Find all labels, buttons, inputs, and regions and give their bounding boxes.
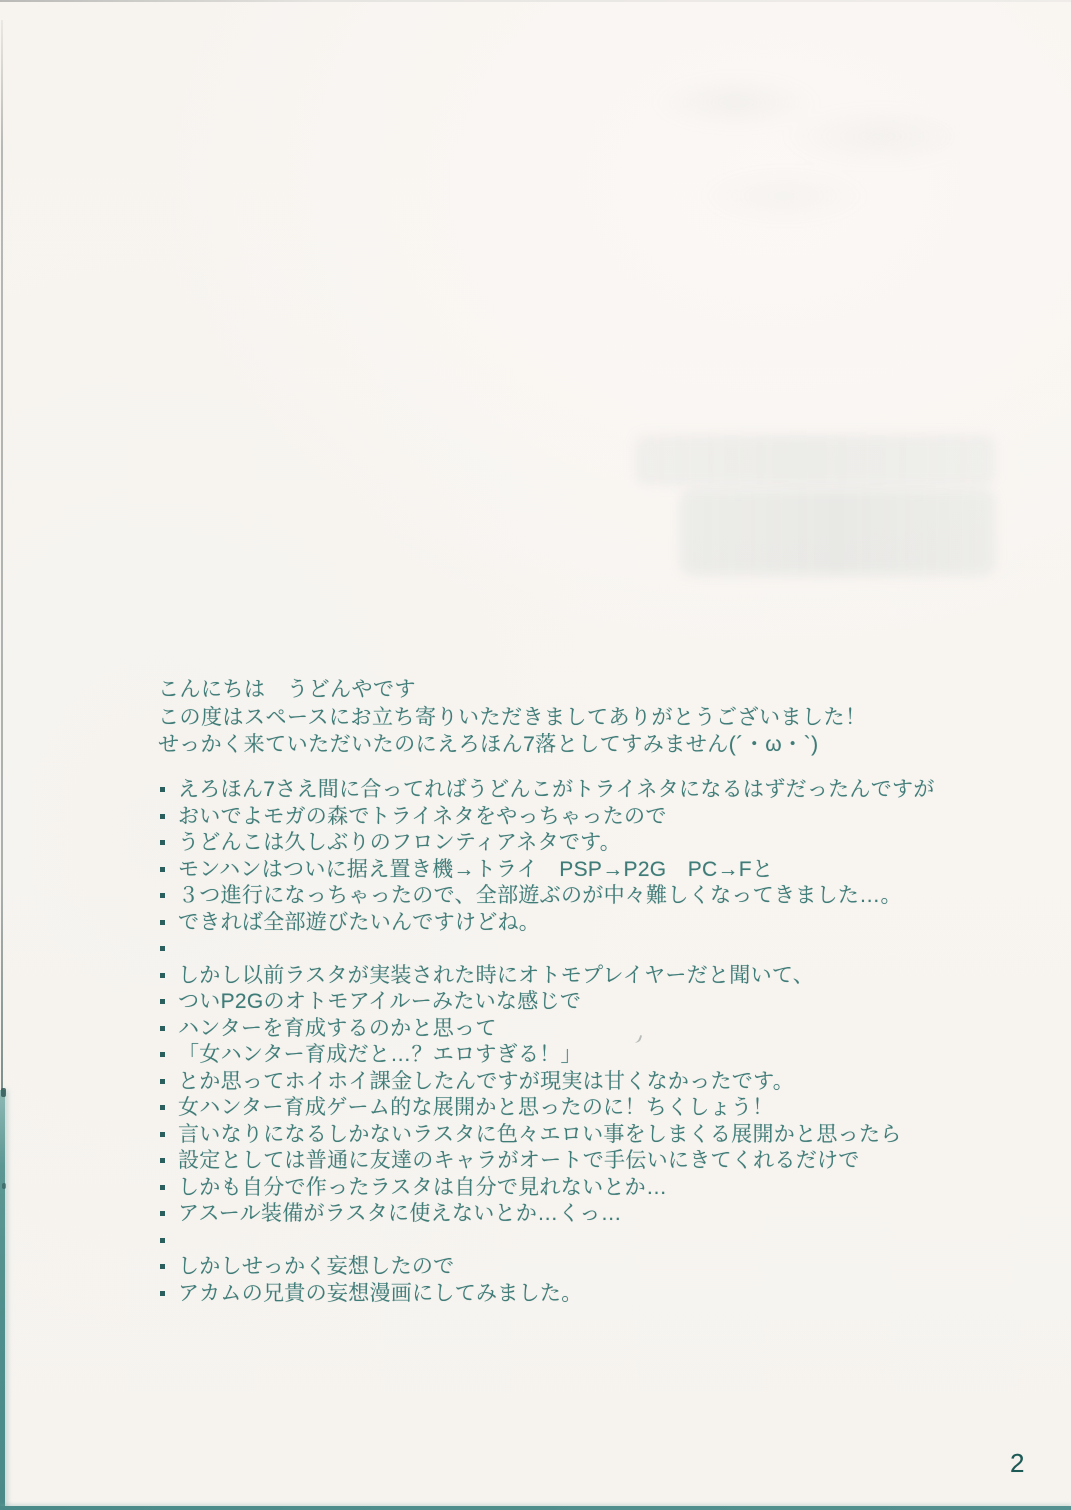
note-line	[157, 1175, 1007, 1202]
note-line-empty	[157, 1228, 1007, 1255]
afterword-greeting	[158, 676, 958, 759]
note-text: しかも自分で作ったラスタは自分で見れないとか…	[178, 1175, 668, 1199]
bullet-square-icon	[160, 1158, 165, 1163]
note-line	[157, 963, 1007, 990]
note-line	[157, 1148, 1007, 1175]
note-text: ついP2Gのオトモアイルーみたいな感じで	[178, 990, 582, 1013]
bullet-square-icon	[160, 1052, 165, 1057]
scan-edge-left-teal-strip	[0, 1090, 5, 1510]
bullet-square-icon	[160, 1132, 165, 1137]
note-line	[157, 1069, 1007, 1096]
bullet-square-icon	[160, 814, 165, 819]
note-line	[157, 1254, 1007, 1281]
note-text: うどんこは久しぶりのフロンティアネタです。	[178, 831, 622, 854]
note-line	[157, 777, 1007, 804]
scan-speck	[1, 1088, 6, 1097]
note-line-empty	[157, 936, 1007, 963]
greeting-line: せっかく来ていただいたのにえろほん7落としてすみません(´・ω・`)	[158, 733, 819, 756]
bullet-square-icon	[160, 840, 165, 845]
bullet-square-icon	[160, 920, 165, 925]
afterword-notes-list	[157, 777, 1007, 1307]
note-text: 設定としては普通に友達のキャラがオートで手伝いにきてくれるだけで	[178, 1149, 860, 1172]
bullet-square-icon	[160, 1291, 165, 1296]
note-text: しかし以前ラスタが実装された時にオトモプレイヤーだと聞いて、	[178, 963, 815, 987]
note-text: できれば全部遊びたいんですけどね。	[178, 910, 541, 934]
bleedthrough-shadow-middle	[680, 490, 995, 575]
bullet-square-icon	[160, 1026, 165, 1031]
bullet-square-icon	[160, 1238, 165, 1243]
note-text: とか思ってホイホイ課金したんですが現実は甘くなかったです。	[178, 1069, 795, 1093]
bleedthrough-shadow-top	[640, 60, 960, 230]
bullet-square-icon	[160, 1105, 165, 1110]
note-text: ハンターを育成するのかと思って	[178, 1016, 497, 1040]
note-text: アスール装備がラスタに使えないとか…くっ…	[178, 1202, 622, 1225]
bullet-square-icon	[160, 787, 165, 792]
note-line	[157, 1122, 1007, 1149]
bullet-square-icon	[160, 1079, 165, 1084]
bullet-square-icon	[160, 867, 165, 872]
bullet-square-icon	[160, 1264, 165, 1269]
note-text: 女ハンター育成ゲーム的な展開かと思ったのに！ちくしょう！	[178, 1096, 774, 1119]
note-text: アカムの兄貴の妄想漫画にしてみました。	[178, 1281, 583, 1305]
note-line	[157, 1095, 1007, 1122]
note-line	[157, 804, 1007, 831]
bullet-square-icon	[160, 973, 165, 978]
bullet-square-icon	[160, 893, 165, 898]
note-line	[157, 1042, 1007, 1069]
note-text: えろほん7さえ間に合ってればうどんこがトライネタになるはずだったんですが	[178, 778, 935, 801]
bullet-square-icon	[160, 999, 165, 1004]
note-line	[157, 883, 1007, 910]
bullet-square-icon	[160, 946, 165, 951]
note-line	[157, 989, 1007, 1016]
page-number: 2	[1010, 1448, 1025, 1478]
note-text: 「女ハンター育成だと…？エロすぎる！」	[178, 1043, 582, 1066]
note-text: おいでよモガの森でトライネタをやっちゃったので	[178, 804, 667, 828]
bleedthrough-shadow-middle	[635, 435, 995, 485]
note-line	[157, 1281, 1007, 1308]
note-text: しかしせっかく妄想したので	[178, 1255, 455, 1278]
bullet-square-icon	[160, 1211, 165, 1216]
note-line	[157, 910, 1007, 937]
scan-edge-top	[0, 0, 1071, 2]
note-text: ３つ進行になっちゃったので、全部遊ぶのが中々難しくなってきました…。	[178, 884, 902, 907]
bullet-square-icon	[160, 1185, 165, 1190]
greeting-line: この度はスペースにお立ち寄りいただきましてありがとうございました！	[158, 705, 867, 729]
note-line	[157, 830, 1007, 857]
note-line	[157, 1016, 1007, 1043]
note-line	[157, 857, 1007, 884]
scan-speck	[2, 1183, 6, 1189]
greeting-line: こんにちは うどんやです	[158, 678, 416, 701]
scan-edge-bottom-teal-strip	[0, 1506, 1071, 1510]
note-text: 言いなりになるしかないラスタに色々エロい事をしまくる展開かと思ったら	[178, 1122, 902, 1146]
note-line	[157, 1201, 1007, 1228]
scan-edge-left-line	[1, 20, 3, 1095]
note-text: モンハンはついに据え置き機→トライ PSP→P2G PC→Fと	[178, 857, 774, 881]
